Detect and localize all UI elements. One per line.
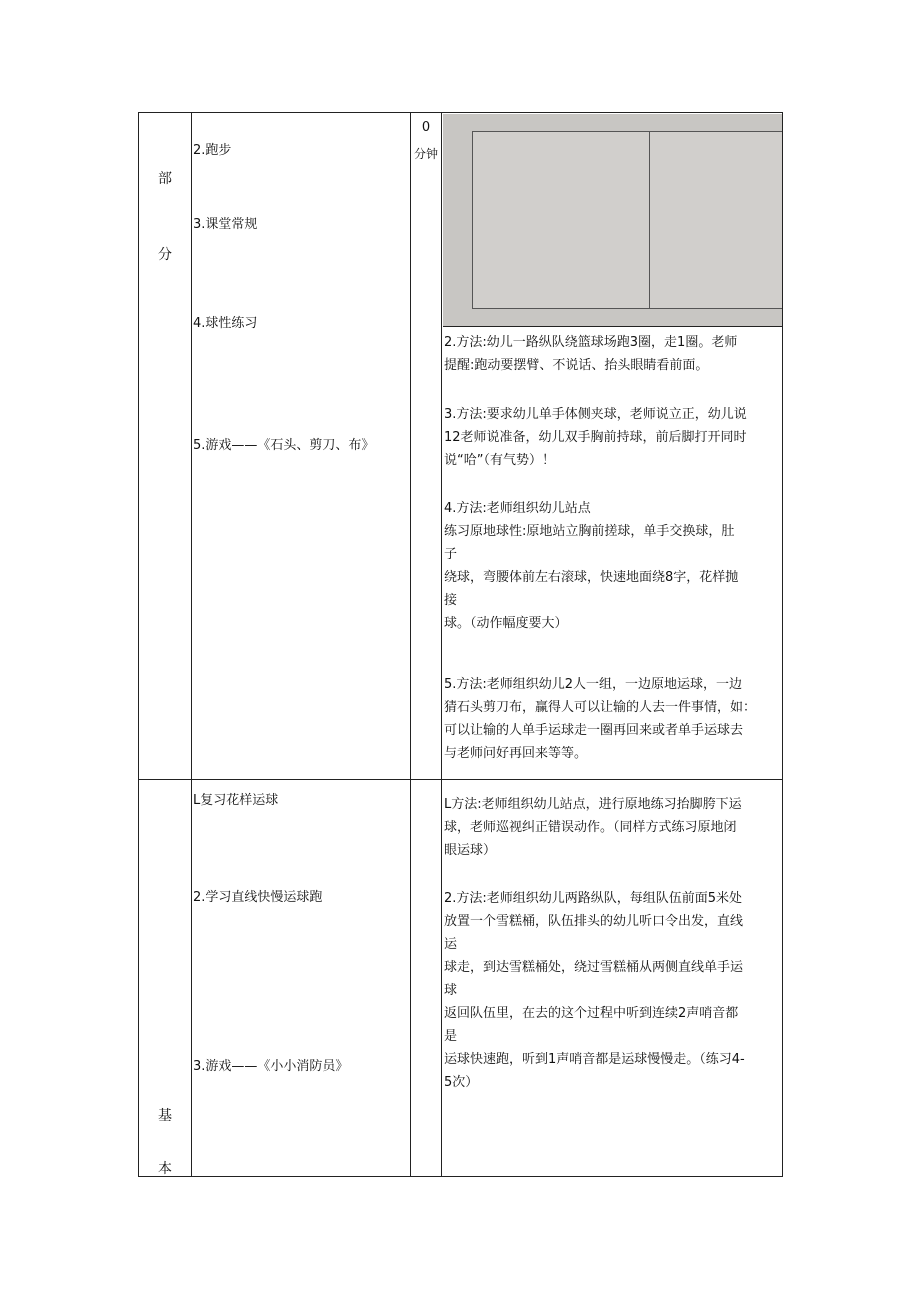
time-value: 0 [421, 120, 431, 135]
method-paragraph [444, 673, 784, 765]
activity-item: L复习花样运球 [193, 793, 279, 808]
method-line: 5次） [444, 1075, 479, 1090]
method-line: 与老师问好再回来等等。 [444, 746, 588, 761]
method-paragraph [444, 793, 784, 862]
method-line: 眼运球） [444, 843, 497, 858]
method-line: 5.方法:老师组织幼儿2人一组，一边原地运球，一边 [444, 677, 743, 692]
method-paragraph [444, 403, 784, 472]
method-line: 球 [444, 983, 458, 998]
activity-item: 4.球性练习 [193, 316, 258, 331]
method-line: 球。（动作幅度要大） [444, 616, 568, 631]
photo-frame [472, 131, 782, 309]
method-line: 猜石头剪刀布，赢得人可以让输的人去一件事情，如： [444, 700, 757, 715]
method-line: 球，老师巡视纠正错误动作。（同样方式练习原地闭 [444, 820, 737, 835]
section-label-char: 基 [158, 1108, 172, 1124]
method-line: 运 [444, 937, 458, 952]
column-divider [441, 113, 442, 1176]
column-divider [410, 113, 411, 1176]
time-unit: 分钟 [413, 147, 438, 161]
section-label-char: 分 [158, 247, 172, 263]
section-label-char: 本 [158, 1161, 172, 1177]
method-paragraph [444, 331, 784, 377]
activity-item: 2.跑步 [193, 143, 232, 158]
method-line: 练习原地球性:原地站立胸前搓球，单手交换球，肚 [444, 524, 735, 539]
method-line: 2.方法:老师组织幼儿两路纵队，每组队伍前面5米处 [444, 891, 743, 906]
method-line: 放置一个雪糕桶，队伍排头的幼儿听口令出发，直线 [444, 914, 744, 929]
method-line: 子 [444, 547, 458, 562]
method-paragraph [444, 887, 784, 1094]
photo-divider [649, 132, 650, 308]
method-line: 球走，到达雪糕桶处，绕过雪糕桶从两侧直线单手运 [444, 960, 744, 975]
method-line: 可以让输的人单手运球走一圈再回来或者单手运球去 [444, 723, 744, 738]
method-line: 返回队伍里，在去的这个过程中听到连续2声哨音都 [444, 1006, 739, 1021]
method-line: 绕球，弯腰体前左右滚球，快速地面绕8字，花样抛 [444, 570, 739, 585]
activity-item: 2.学习直线快慢运球跑 [193, 890, 323, 905]
method-line: 4.方法:老师组织幼儿站点 [444, 501, 591, 516]
row-divider [139, 779, 782, 780]
method-line: 提醒:跑动要摆臂、不说话、抬头眼睛看前面。 [444, 358, 709, 373]
column-divider [191, 113, 192, 1176]
method-line: 12老师说准备，幼儿双手胸前持球，前后脚打开同时 [444, 430, 747, 445]
method-line: 说“哈”（有气势）！ [444, 453, 555, 468]
activity-item: 5.游戏——《石头、剪刀、布》 [193, 438, 375, 453]
method-line: 3.方法:要求幼儿单手体侧夹球，老师说立正，幼儿说 [444, 407, 747, 422]
lesson-plan-table [138, 112, 783, 1177]
activity-item: 3.课堂常规 [193, 217, 258, 232]
method-line: 运球快速跑，听到1声哨音都是运球慢慢走。（练习4- [444, 1052, 745, 1067]
method-line: 接 [444, 593, 458, 608]
method-line: 2.方法:幼儿一路纵队绕篮球场跑3圈，走1圈。老师 [444, 335, 738, 350]
section-label-char: 部 [158, 171, 172, 187]
method-line: L方法:老师组织幼儿站点，进行原地练习抬脚胯下运 [444, 797, 742, 812]
court-photo [443, 114, 782, 326]
method-paragraph [444, 497, 784, 635]
row-divider [443, 326, 782, 327]
method-line: 是 [444, 1029, 458, 1044]
activity-item: 3.游戏——《小小消防员》 [193, 1059, 349, 1074]
